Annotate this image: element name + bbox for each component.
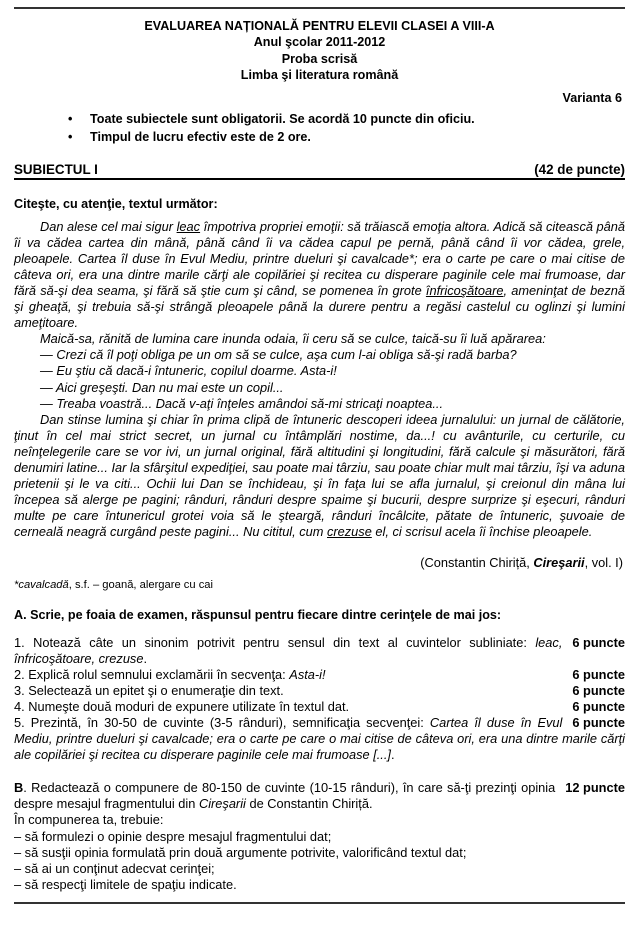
part-a-heading-text: Scrie, pe foaia de examen, răspunsul pentru fiecare dintre cerinţele de mai jos: xyxy=(26,607,502,622)
question-body-end: . xyxy=(143,650,148,666)
excerpt-paragraph-1 xyxy=(14,219,625,332)
question-number: 4. xyxy=(14,698,25,714)
question-points: 6 puncte xyxy=(572,698,625,714)
question-body-end: . xyxy=(390,747,395,763)
bottom-divider xyxy=(14,902,625,904)
list-item xyxy=(14,699,625,715)
question-body: Explică rolul semnului exclamării în secvenţa: xyxy=(24,666,290,682)
list-item xyxy=(14,683,625,699)
questions-list xyxy=(14,635,625,764)
requirements-list xyxy=(14,829,625,893)
excerpt-text: împotriva propriei emoţii: să trăiască emoţia altora. Adică să citească până îi va cădea cartea din mână, până când îi va cădea capul pe pernă, până când îi vor cădea, grele, pleoapele. Cartea îl duse în Evul Mediu, printre dueluri şi cavalcade*; era o carte pe care o mai citise de câteva ori, era una dintre marile cărţi ale copilăriei şi recitea cu disperare paginile cele mai frumoase, dar fără să-şi dea seama, şi fără să ştie cum şi când, se pomenea în grote xyxy=(14,218,625,298)
document-header xyxy=(14,18,625,84)
excerpt-text: el, ci scrisul acela îi închise pleoapele. xyxy=(371,524,593,540)
question-body: Notează câte un sinonim potrivit pentru sensul din text al cuvintelor subliniate: xyxy=(24,634,536,650)
list-item xyxy=(14,667,625,683)
footnote-definition: , s.f. – goană, alergare cu cai xyxy=(68,578,214,591)
part-b-text: . Redactează o compunere de 80-150 de cuvinte (10-15 rânduri), în care să-ţi prezinţi opinia despre mesajul fragmentului din xyxy=(14,780,556,812)
list-item: – să ai un conţinut adecvat cerinţei; xyxy=(14,860,215,876)
exam-page xyxy=(0,7,639,927)
question-number: 2. xyxy=(14,666,25,682)
bullet-icon: • xyxy=(68,129,73,144)
header-line-school-year: Anul şcolar 2011-2012 xyxy=(253,35,386,50)
subject-title: SUBIECTUL I xyxy=(14,161,98,177)
subject-points: (42 de puncte) xyxy=(534,161,625,177)
question-text xyxy=(14,715,625,762)
list-item: – să susţii opinia formulată prin două argumente potrivite, valorificând textul dat; xyxy=(14,844,467,860)
excerpt-text: Dan alese cel mai sigur xyxy=(40,218,177,234)
list-item xyxy=(14,635,625,667)
question-body: Selectează un epitet şi o enumeraţie din text. xyxy=(24,682,284,698)
question-emphasis: leac, înfricoşătoare, crezuse xyxy=(14,634,563,666)
attribution-close: , vol. I) xyxy=(584,554,623,570)
attribution-work-title: Cireşarii xyxy=(533,554,585,570)
list-item: – să formulezi o opinie despre mesajul fragmentului dat; xyxy=(14,828,332,844)
part-a-letter: A. xyxy=(14,607,27,622)
question-points: 6 puncte xyxy=(572,714,625,730)
dialogue-line: — Treaba voastră... Dacă v-aţi înţeles amândoi să-mi stricaţi noaptea... xyxy=(40,395,444,411)
footnote-term: *cavalcadă xyxy=(14,578,69,591)
dialogue-line: — Crezi că îl poţi obliga pe un om să se culce, aşa cum l-ai obliga să-şi radă barba? xyxy=(40,347,517,363)
excerpt-paragraph-2: Maică-sa, rănită de lumina care inunda odaia, îi ceru să se culce, taică-su îi luă apărarea: xyxy=(40,331,546,347)
top-divider xyxy=(14,7,625,9)
instruction-text: Toate subiectele sunt obligatorii. Se acordă 10 puncte din oficiu. xyxy=(90,111,475,126)
list-item xyxy=(14,128,625,146)
question-text xyxy=(14,683,284,698)
question-emphasis: Cartea îl duse în Evul Mediu, printre dueluri şi cavalcade; era o carte pe care o mai citise de câteva ori, era una dintre marile cărţi ale copilăriei şi recitea cu disperare paginile cele mai frumoase [...] xyxy=(14,714,625,763)
question-points: 6 puncte xyxy=(572,682,625,698)
part-b-points: 12 puncte xyxy=(565,780,625,796)
list-item xyxy=(14,715,625,763)
question-text xyxy=(14,635,562,666)
footnote xyxy=(14,578,625,592)
excerpt-text: Dan stinse lumina şi chiar în prima clipă de întuneric descoperi ideea jurnalului: un jurnal de călătorie, ţinut în cel mai strict secret, un jurnal cu întâmplări nostime, da...! cu avânturile, cu certurile, cu neînţelegerile care se vor ivi, un jurnal original, fără altitudini şi longitudini, fără calcule şi măsurători, fără denumiri latine... Iar la sfârşitul expediţiei, sau poate mai târziu, sau poate chiar mult mai târziu, îşi va aduna prietenii şi le va citi... Ochii lui Dan se închideau, şi în faţa lui se afla jurnalul, şi creionul din mâna lui începea să alerge pe pagini; rânduri, rânduri despre spaime şi bucurii, despre surprize şi eşecuri, rânduri multe pe care întunericul grotei voia să le şteargă, rânduri încâlcite, pătate de întuneric, şuvoaie de cerneală neagră curgând peste pagini... Nu cititul, cum xyxy=(14,411,625,540)
underlined-word-leac: leac xyxy=(176,218,201,234)
part-b-work-title: Cireşarii xyxy=(198,796,246,812)
compose-intro: În compunerea ta, trebuie: xyxy=(14,812,164,828)
part-b-text-end: de Constantin Chiriță. xyxy=(245,796,373,812)
instructions-list xyxy=(14,110,625,146)
question-body: Numeşte două moduri de expunere utilizate în textul dat. xyxy=(24,698,350,714)
question-number: 3. xyxy=(14,682,25,698)
part-b-paragraph xyxy=(14,780,625,812)
read-instruction: Citeşte, cu atenţie, textul următor: xyxy=(14,196,218,211)
part-a-heading xyxy=(14,608,625,622)
bullet-icon: • xyxy=(68,111,73,126)
header-line-subject: Limba şi literatura română xyxy=(240,68,399,83)
attribution-open: (Constantin Chiriță, xyxy=(420,554,534,570)
question-text xyxy=(14,699,349,714)
dialogue-line: — Eu ştiu că dacă-i întuneric, copilul doarme. Asta-i! xyxy=(40,363,337,379)
underlined-word-crezuse: crezuse xyxy=(327,524,372,540)
subject-header xyxy=(14,162,625,180)
question-text xyxy=(14,667,326,682)
header-line-test-type: Proba scrisă xyxy=(281,51,358,66)
list-item: – să respecţi limitele de spaţiu indicate. xyxy=(14,876,237,892)
source-attribution xyxy=(14,555,625,570)
instruction-text: Timpul de lucru efectiv este de 2 ore. xyxy=(90,129,311,144)
question-points: 6 puncte xyxy=(572,666,625,682)
part-b-letter: B xyxy=(14,780,24,796)
question-number: 5. xyxy=(14,714,25,730)
list-item xyxy=(14,110,625,128)
excerpt-paragraph-3 xyxy=(14,412,625,541)
variant-label: Varianta 6 xyxy=(562,90,622,105)
question-number: 1. xyxy=(14,634,25,650)
header-line-exam-title: EVALUAREA NAȚIONALĂ PENTRU ELEVII CLASEI A VIII-A xyxy=(144,19,495,33)
question-emphasis: Asta-i! xyxy=(289,666,326,682)
literary-excerpt xyxy=(14,219,625,541)
underlined-word-infricosatoare: înfricoşătoare xyxy=(425,283,504,298)
question-points: 6 puncte xyxy=(572,634,625,650)
dialogue-line: — Aici greşeşti. Dan nu mai este un copil... xyxy=(40,379,284,395)
excerpt-text: , ameninţat de beznă şi gheaţă, şi trebuia să-şi strângă pleoapele până la durere pentru a regăsi castelul cu oglinzi şi lumini ameţitoare. xyxy=(14,283,625,331)
question-body: Prezintă, în 30-50 de cuvinte (3-5 rânduri), semnificaţia secvenţei: xyxy=(24,714,430,730)
